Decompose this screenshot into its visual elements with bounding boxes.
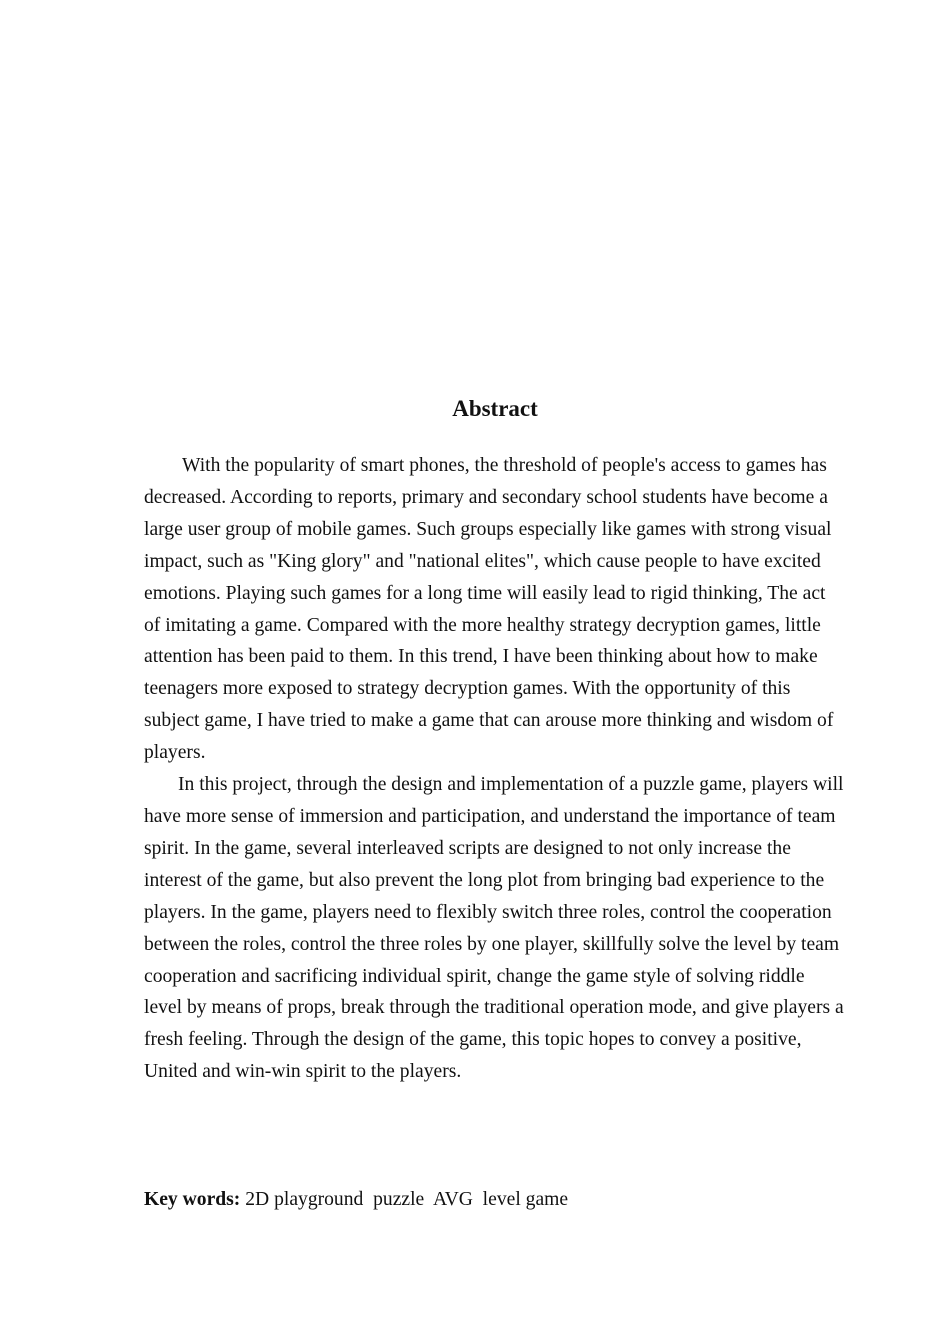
keywords-value: 2D playground puzzle AVG level game [245, 1189, 569, 1210]
keywords-label: Key words: [144, 1189, 241, 1210]
abstract-paragraph-2: In this project, through the design and implementation of a puzzle game, players will have more sense of immersion and participation, and understand the importance of team spirit. In the game, several interleaved scripts are designed to not only increase the interest of the game, but also prevent the long plot from bringing bad experience to the players. In the game, players need to flexibly switch three roles, control the cooperation between the roles, control the three roles by one player, skillfully solve the level by team cooperation and sacrificing individual spirit, change the game style of solving riddle level by means of props, break through the traditional operation mode, and give players a fresh feeling. Through the design of the game, this topic hopes to convey a positive, United and win-win spirit to the players. [144, 774, 844, 1083]
abstract-body [144, 450, 844, 1088]
keywords-line [144, 1184, 844, 1216]
abstract-title: Abstract [452, 396, 538, 421]
abstract-paragraph-1: With the popularity of smart phones, the threshold of people's access to games has decreased. According to reports, primary and secondary school students have become a large user group of mobile games. Such groups especially like games with strong visual impact, such as "King glory" and "national elites", which cause people to have excited emotions. Playing such games for a long time will easily lead to rigid thinking, The act of imitating a game. Compared with the more healthy strategy decryption games, little attention has been paid to them. In this trend, I have been thinking about how to make teenagers more exposed to strategy decryption games. With the opportunity of this subject game, I have tried to make a game that can arouse more thinking and wisdom of players. [144, 455, 834, 764]
